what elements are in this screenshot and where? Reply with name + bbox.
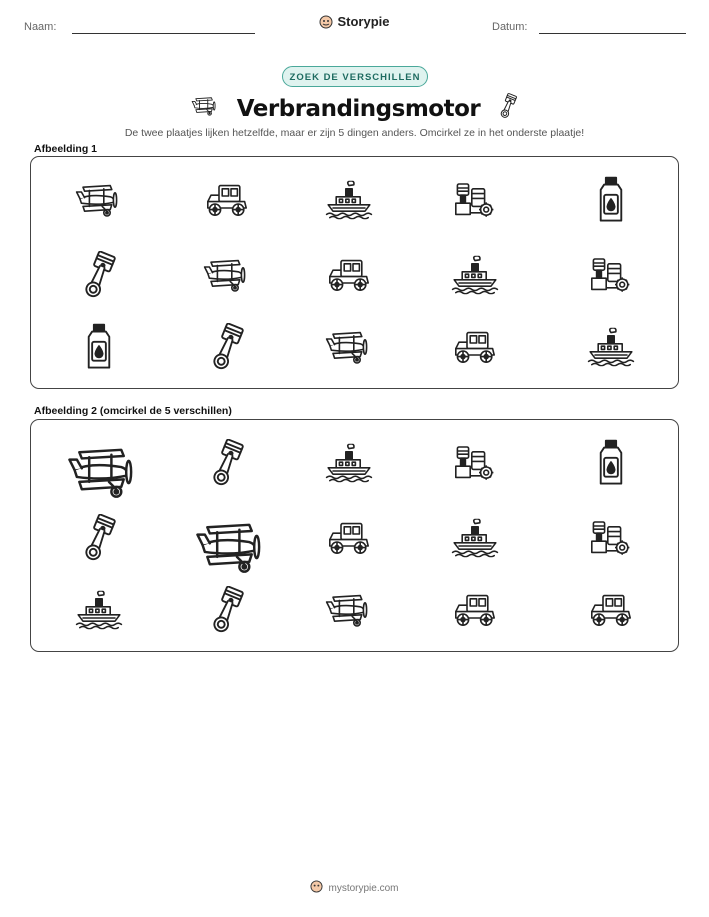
oil-bottle-icon [587, 176, 635, 224]
engine-icon [587, 251, 635, 299]
engine-icon[interactable] [587, 514, 635, 562]
plane-icon [190, 95, 220, 122]
car-icon [451, 323, 499, 371]
car-icon[interactable] [587, 586, 635, 634]
brand-name: Storypie [337, 14, 390, 29]
oil-bottle-icon[interactable] [587, 439, 635, 487]
piston-icon [497, 93, 519, 124]
page-title: Verbrandingsmotor [236, 95, 481, 122]
boat-icon [325, 176, 373, 224]
car-icon[interactable] [325, 514, 373, 562]
storypie-icon [319, 15, 333, 29]
name-label: Naam: [24, 21, 57, 33]
picture-1-panel [30, 156, 679, 389]
oil-bottle-icon [75, 323, 123, 371]
brand-logo [319, 14, 389, 29]
boat-icon[interactable] [325, 439, 373, 487]
piston-icon[interactable] [203, 586, 251, 634]
car-icon[interactable] [451, 586, 499, 634]
storypie-icon [310, 880, 323, 896]
plane-icon[interactable] [195, 510, 269, 584]
engine-icon[interactable] [451, 439, 499, 487]
plane-icon[interactable] [325, 586, 373, 634]
footer-url[interactable]: mystorypie.com [328, 882, 399, 894]
boat-icon [587, 323, 635, 371]
piston-icon[interactable] [75, 514, 123, 562]
panel2-label: Afbeelding 2 (omcirkel de 5 verschillen) [34, 405, 232, 417]
car-icon [203, 176, 251, 224]
car-icon [325, 251, 373, 299]
picture-2-panel[interactable] [30, 419, 679, 652]
plane-icon [75, 176, 123, 224]
date-label: Datum: [492, 21, 528, 33]
boat-icon[interactable] [451, 514, 499, 562]
plane-icon [325, 323, 373, 371]
plane-icon[interactable] [67, 435, 141, 509]
panel1-label: Afbeelding 1 [34, 143, 98, 155]
boat-icon [451, 251, 499, 299]
badge: ZOEK DE VERSCHILLEN [282, 66, 428, 87]
piston-icon[interactable] [203, 439, 251, 487]
plane-icon [203, 251, 251, 299]
boat-icon[interactable] [75, 586, 123, 634]
instructions: De twee plaatjes lijken hetzelfde, maar er zijn 5 dingen anders. Omcirkel ze in het onderste plaatje! [124, 127, 585, 139]
piston-icon [203, 323, 251, 371]
piston-icon [75, 251, 123, 299]
engine-icon [451, 176, 499, 224]
